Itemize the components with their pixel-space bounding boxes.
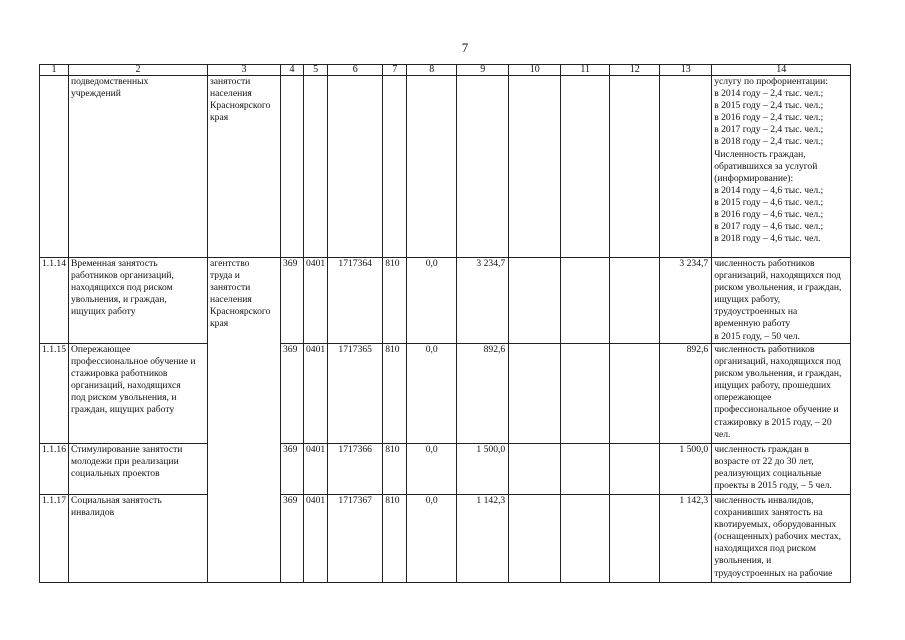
cell: 0401: [304, 444, 328, 495]
col-header: 13: [660, 65, 712, 76]
responsible-agency: занятости населения Красноярского края: [208, 76, 281, 258]
responsible-agency: агентство труда и занятости населения Красноярского края: [208, 258, 281, 583]
row-number: 1.1.15: [40, 344, 69, 444]
cell: [610, 76, 660, 258]
cell: 369: [281, 258, 304, 344]
row-number: 1.1.14: [40, 258, 69, 344]
cell: [610, 444, 660, 495]
cell: 3 234,7: [660, 258, 712, 344]
cell: [407, 76, 457, 258]
col-header: 5: [304, 65, 328, 76]
expected-result: численность работников организаций, находящихся под риском увольнения, и граждан, ищущих работу, прошедших опережающее профессиональное обучение и стажировку в 2015 году, – 20 чел.: [712, 344, 851, 444]
col-header: 8: [407, 65, 457, 76]
cell: [509, 76, 561, 258]
cell: [383, 76, 407, 258]
cell: 1 500,0: [457, 444, 509, 495]
cell: [509, 258, 561, 344]
col-header: 12: [610, 65, 660, 76]
table-row: [40, 258, 851, 344]
activity-name: Опережающее профессиональное обучение и стажировка работников организаций, находящихся под риском увольнения, и граждан, ищущих работу: [69, 344, 208, 444]
cell: [509, 344, 561, 444]
cell: 0401: [304, 344, 328, 444]
cell: 810: [383, 444, 407, 495]
cell: [328, 76, 383, 258]
cell: 1 142,3: [457, 495, 509, 583]
table-row: [40, 76, 851, 258]
cell: 1717367: [328, 495, 383, 583]
cell: 810: [383, 258, 407, 344]
row-number: [40, 76, 69, 258]
cell: [561, 444, 610, 495]
cell: [561, 344, 610, 444]
table-row: [40, 495, 851, 583]
cell: 1717364: [328, 258, 383, 344]
row-number: 1.1.16: [40, 444, 69, 495]
expected-result: численность граждан в возрасте от 22 до 30 лет, реализующих социальные проекты в 2015 году, – 5 чел.: [712, 444, 851, 495]
expected-result: численность инвалидов, сохранивших занятость на квотируемых, оборудованных (оснащенных) рабочих местах, находящихся под риском увольнения, и трудоустроенных на рабочие: [712, 495, 851, 583]
cell: [610, 258, 660, 344]
col-header: 4: [281, 65, 304, 76]
cell: [610, 344, 660, 444]
activity-name: подведомственных учреждений: [69, 76, 208, 258]
cell: [281, 76, 304, 258]
expected-result: услугу по профориентации: в 2014 году – 2,4 тыс. чел.; в 2015 году – 2,4 тыс. чел.; в 2016 году – 2,4 тыс. чел.; в 2017 году – 2,4 тыс. чел.; в 2018 году – 2,4 тыс. чел.; Численность граждан, обратившихся за услугой (информирование): в 2014 году – 4,6 тыс. чел.; в 2015 году – 4,6 тыс. чел.; в 2016 году – 4,6 тыс. чел.; в 2017 году – 4,6 тыс. чел.; в 2018 году – 4,6 тыс. чел.: [712, 76, 851, 258]
table-row: [40, 344, 851, 444]
cell: 0,0: [407, 258, 457, 344]
cell: 1717366: [328, 444, 383, 495]
col-header: 10: [509, 65, 561, 76]
cell: [304, 76, 328, 258]
cell: 1 500,0: [660, 444, 712, 495]
cell: [509, 444, 561, 495]
col-header: 11: [561, 65, 610, 76]
cell: [660, 76, 712, 258]
cell: 810: [383, 495, 407, 583]
cell: 1717365: [328, 344, 383, 444]
cell: 369: [281, 444, 304, 495]
activity-name: Временная занятость работников организаций, находящихся под риском увольнения, и граждан, ищущих работу: [69, 258, 208, 344]
cell: [509, 495, 561, 583]
col-header: 2: [69, 65, 208, 76]
cell: 0,0: [407, 444, 457, 495]
col-header: 7: [383, 65, 407, 76]
col-header: 9: [457, 65, 509, 76]
col-header: 14: [712, 65, 851, 76]
row-number: 1.1.17: [40, 495, 69, 583]
activity-name: Социальная занятость инвалидов: [69, 495, 208, 583]
cell: 892,6: [660, 344, 712, 444]
cell: 369: [281, 344, 304, 444]
cell: [610, 495, 660, 583]
cell: 1 142,3: [660, 495, 712, 583]
col-header: 6: [328, 65, 383, 76]
expected-result: численность работников организаций, находящихся под риском увольнения, и граждан, ищущих работу, трудоустроенных на временную работу в 2015 году, – 50 чел.: [712, 258, 851, 344]
cell: [561, 76, 610, 258]
cell: 0,0: [407, 344, 457, 444]
cell: 3 234,7: [457, 258, 509, 344]
col-header: 1: [40, 65, 69, 76]
table-row: [40, 444, 851, 495]
header-row: [40, 65, 851, 76]
cell: 0401: [304, 495, 328, 583]
cell: [561, 495, 610, 583]
activity-name: Стимулирование занятости молодежи при реализации социальных проектов: [69, 444, 208, 495]
cell: 369: [281, 495, 304, 583]
page-number: 7: [461, 40, 469, 55]
cell: [457, 76, 509, 258]
cell: 810: [383, 344, 407, 444]
cell: 0401: [304, 258, 328, 344]
col-header: 3: [208, 65, 281, 76]
budget-table: [39, 64, 851, 583]
cell: 0,0: [407, 495, 457, 583]
cell: [561, 258, 610, 344]
cell: 892,6: [457, 344, 509, 444]
